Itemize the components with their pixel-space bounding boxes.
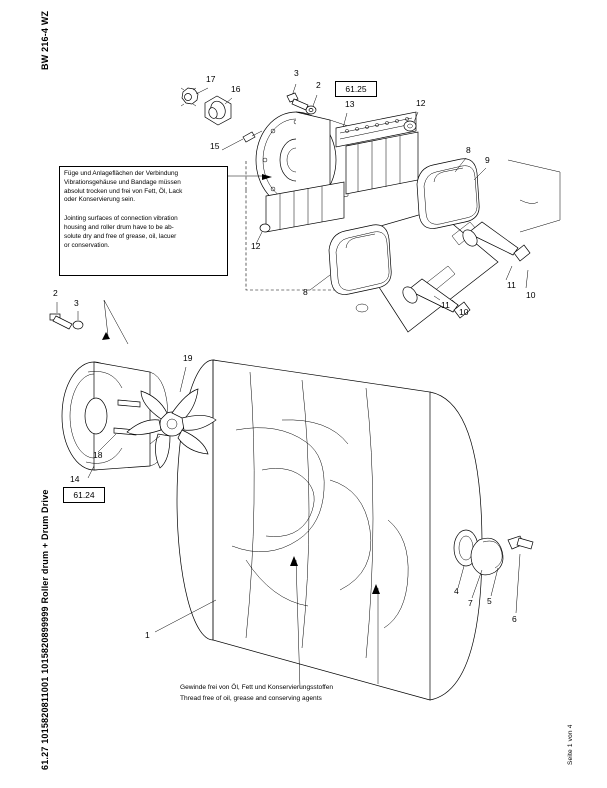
roller-drum bbox=[177, 360, 482, 700]
drum-end-cap-parts bbox=[454, 530, 533, 613]
callout-15: 15 bbox=[210, 141, 220, 151]
callout-11-left: 11 bbox=[441, 300, 450, 310]
callout-19: 19 bbox=[183, 353, 193, 363]
callout-2-top: 2 bbox=[316, 80, 321, 90]
callout-8-right: 8 bbox=[466, 145, 471, 155]
callout-3-top: 3 bbox=[294, 68, 299, 78]
page-footer: Seite 1 von 4 bbox=[567, 724, 574, 765]
note-de-line-4: oder Konservierung sein. bbox=[64, 196, 136, 204]
note-de-line-1: Füge und Anlageflächen der Verbindung bbox=[64, 170, 179, 177]
part-16-bushing bbox=[205, 96, 232, 125]
callout-4: 4 bbox=[454, 586, 459, 596]
thread-note-de: Gewinde frei von Öl, Fett und Konservierungsstoffen bbox=[180, 684, 334, 691]
callout-16: 16 bbox=[231, 84, 241, 94]
drum-drive-housing bbox=[62, 362, 168, 470]
reference-box-61-25[interactable]: 61.25 bbox=[335, 81, 377, 97]
reference-box-61-24[interactable]: 61.24 bbox=[63, 487, 105, 503]
callout-12-left: 12 bbox=[251, 241, 261, 251]
callout-10-left: 10 bbox=[459, 307, 469, 317]
part-17-coupling bbox=[181, 88, 208, 106]
callout-6: 6 bbox=[512, 614, 517, 624]
machine-title: BW 216-4 WZ bbox=[40, 10, 50, 70]
thread-note-en: Thread free of oil, grease and conserving agents bbox=[180, 695, 322, 702]
callout-17: 17 bbox=[206, 74, 216, 84]
callout-18: 18 bbox=[93, 450, 103, 460]
callout-12-right: 12 bbox=[416, 98, 426, 108]
callout-13: 13 bbox=[345, 99, 355, 109]
part-2-3-bolts-left bbox=[50, 300, 128, 344]
note-de-line-3: absolut trocken und frei von Fett, Öl, Lack bbox=[64, 187, 183, 195]
note-de-line-2: Vibrationsgehäuse und Bandage müssen bbox=[64, 178, 181, 186]
callout-5: 5 bbox=[487, 596, 492, 606]
callout-2-left: 2 bbox=[53, 288, 58, 298]
callout-1: 1 bbox=[145, 630, 150, 640]
part-15-pin bbox=[222, 131, 262, 150]
callout-7: 7 bbox=[468, 598, 473, 608]
callout-8-left: 8 bbox=[303, 287, 308, 297]
callout-14: 14 bbox=[70, 474, 80, 484]
callout-3-left: 3 bbox=[74, 298, 79, 308]
part-3-screw-top bbox=[287, 84, 308, 110]
jointing-surfaces-note bbox=[59, 166, 228, 276]
section-title: 61.27 1015820811001 1015820899999 Roller drum + Drum Drive bbox=[40, 489, 50, 770]
note-en-line-1: Jointing surfaces of connection vibration bbox=[64, 215, 178, 223]
note-en-line-4: or conservation. bbox=[64, 241, 110, 249]
callout-10-right: 10 bbox=[526, 290, 536, 300]
note-en-line-2: housing and roller drum have to be ab- bbox=[64, 224, 174, 232]
callout-11-right: 11 bbox=[507, 280, 516, 290]
callout-9: 9 bbox=[485, 155, 490, 165]
note-en-line-3: solute dry and free of grease, oil, lacuer bbox=[64, 232, 177, 240]
